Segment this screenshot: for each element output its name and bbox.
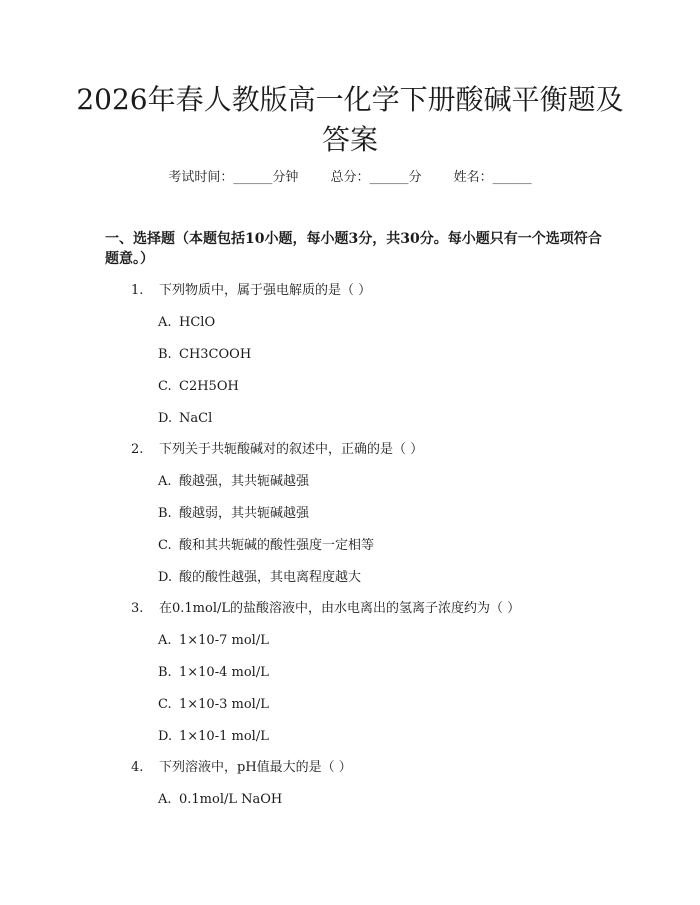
option-text: 1×10-4 mol/L	[179, 665, 269, 680]
option-1c	[158, 378, 239, 396]
option-letter: C.	[158, 538, 172, 553]
option-3c	[158, 696, 269, 714]
option-letter: A.	[158, 792, 172, 807]
question-number: 2.	[131, 442, 144, 457]
page-title	[60, 80, 640, 160]
question-4	[131, 759, 352, 777]
question-3	[131, 600, 520, 618]
option-text: CH3COOH	[179, 347, 252, 362]
question-number: 3.	[131, 601, 144, 616]
question-text: 在0.1mol/L的盐酸溶液中，由水电离出的氢离子浓度约为（ ）	[159, 601, 521, 616]
option-letter: B.	[158, 347, 172, 362]
option-text: 酸越强，其共轭碱越强	[179, 474, 310, 489]
option-text: 酸和其共轭碱的酸性强度一定相等	[179, 538, 375, 553]
option-2a	[158, 473, 309, 491]
option-text: 1×10-3 mol/L	[179, 697, 269, 712]
option-letter: A.	[158, 633, 172, 648]
option-letter: D.	[158, 411, 173, 426]
question-1	[131, 282, 371, 300]
question-text: 下列溶液中，pH值最大的是（ ）	[159, 760, 352, 775]
option-letter: B.	[158, 665, 172, 680]
option-3a	[158, 632, 269, 650]
option-text: 1×10-7 mol/L	[179, 633, 269, 648]
option-letter: D.	[158, 570, 173, 585]
exam-time-field: 考试时间：______分钟	[168, 170, 299, 185]
option-text: NaCl	[179, 411, 213, 426]
option-letter: B.	[158, 506, 172, 521]
option-1b	[158, 346, 251, 364]
option-letter: A.	[158, 474, 172, 489]
option-1a	[158, 314, 215, 332]
question-text: 下列关于共轭酸碱对的叙述中，正确的是（ ）	[159, 442, 424, 457]
option-2c	[158, 537, 374, 555]
option-2d	[158, 569, 361, 587]
title-line-2: 答案	[321, 123, 378, 156]
option-letter: D.	[158, 729, 173, 744]
option-3b	[158, 664, 269, 682]
option-4a	[158, 791, 282, 809]
option-2b	[158, 505, 309, 523]
option-3d	[158, 728, 269, 746]
total-score-field: 总分：______分	[330, 170, 422, 185]
question-2	[131, 441, 423, 459]
title-line-1: 2026年春人教版高一化学下册酸碱平衡题及	[76, 83, 624, 116]
question-text: 下列物质中，属于强电解质的是（ ）	[159, 283, 372, 298]
option-letter: A.	[158, 315, 172, 330]
option-letter: C.	[158, 697, 172, 712]
option-text: 1×10-1 mol/L	[179, 729, 269, 744]
question-number: 4.	[131, 760, 144, 775]
question-number: 1.	[131, 283, 144, 298]
option-text: HClO	[179, 315, 216, 330]
name-field: 姓名：______	[453, 170, 532, 185]
exam-info	[0, 168, 700, 188]
option-1d	[158, 410, 212, 428]
option-text: 0.1mol/L NaOH	[179, 792, 283, 807]
section-heading: 一、选择题（本题包括10小题，每小题3分，共30分。每小题只有一个选项符合题意。）	[105, 231, 602, 267]
option-text: 酸的酸性越强，其电离程度越大	[179, 570, 362, 585]
option-letter: C.	[158, 379, 172, 394]
option-text: 酸越弱，其共轭碱越强	[179, 506, 310, 521]
option-text: C2H5OH	[179, 379, 239, 394]
